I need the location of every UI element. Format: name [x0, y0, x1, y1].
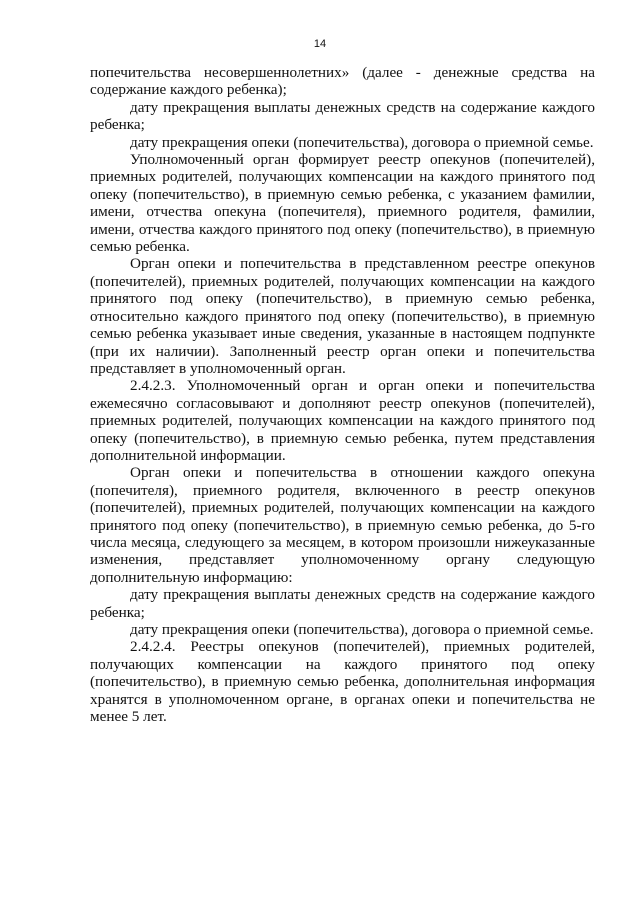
paragraph: 2.4.2.4. Реестры опекунов (попечителей), приемных родителей, получающих компенсации на каждого принятого под опеку (попечительство), в приемную семью ребенка, дополнительная информация хранятся в уполномоченном органе, в органах опеки и попечительства не менее 5 лет. — [90, 638, 595, 726]
paragraph: Орган опеки и попечительства в представленном реестре опекунов (попечителей), приемных родителей, получающих компенсации на каждого принятого под опеку (попечительство), в приемную семью ребенка, относительно каждого принятого под опеку (попечительство), в приемную семью ребенка указывает иные сведения, указанные в настоящем подпункте (при их наличии). Заполненный реестр орган опеки и попечительства представляет в уполномоченный орган. — [90, 255, 595, 377]
document-body — [90, 64, 595, 725]
paragraph: дату прекращения выплаты денежных средств на содержание каждого ребенка; — [90, 586, 595, 621]
paragraph: дату прекращения выплаты денежных средств на содержание каждого ребенка; — [90, 98, 595, 134]
paragraph: попечительства несовершеннолетних» (далее - денежные средства на содержание каждого ребенка); — [90, 64, 595, 99]
paragraph: дату прекращения опеки (попечительства), договора о приемной семье. — [130, 133, 594, 151]
paragraph: Орган опеки и попечительства в отношении каждого опекуна (попечителя), приемного родителя, включенного в реестр опекунов (попечителей), приемных родителей, получающих компенсации на каждого принятого под опеку (попечительство), в приемную семью ребенка, до 5-го числа месяца, следующего за месяцем, в котором произошли нижеуказанные изменения, представляет уполномоченному органу следующую дополнительную информацию: — [90, 464, 595, 586]
paragraph: 2.4.2.3. Уполномоченный орган и орган опеки и попечительства ежемесячно согласовывают и дополняют реестр опекунов (попечителей), приемных родителей, получающих компенсации на каждого принятого под опеку (попечительство), в приемную семью ребенка, путем представления дополнительной информации. — [90, 377, 595, 464]
page-number: 14 — [313, 38, 327, 50]
paragraph: Уполномоченный орган формирует реестр опекунов (попечителей), приемных родителей, получающих компенсации на каждого принятого под опеку (попечительство), в приемную семью ребенка, с указанием фамилии, имени, отчества опекуна (попечителя), приемного родителя, фамилии, имени, отчества каждого принятого под опеку (попечительство), в приемную семью ребенка. — [90, 151, 595, 256]
paragraph: дату прекращения опеки (попечительства), договора о приемной семье. — [130, 621, 594, 638]
